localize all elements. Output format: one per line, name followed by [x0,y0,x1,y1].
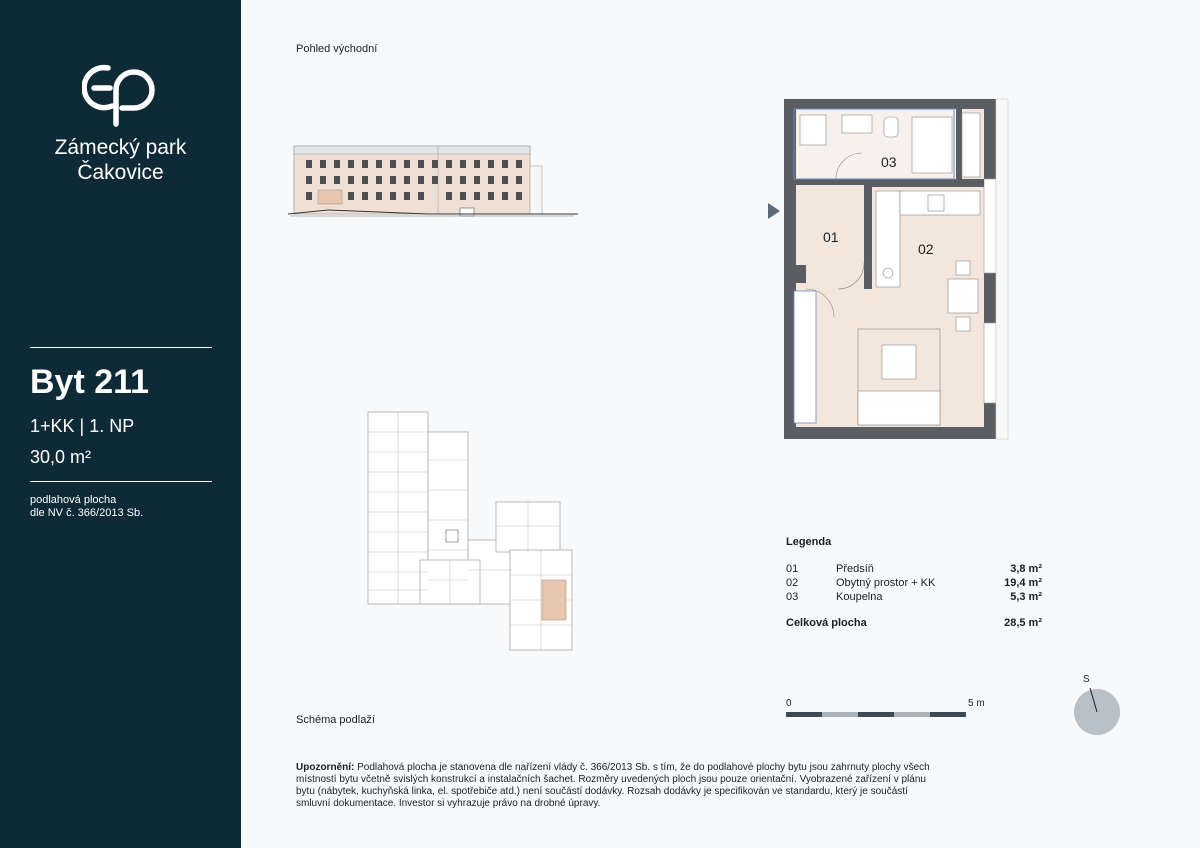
sidebar [0,0,241,848]
legend-row [786,590,1042,604]
total-area: 28,5 m² [1004,617,1042,629]
legend-num: 03 [786,591,799,603]
legend-area: 3,8 m² [1010,563,1042,575]
notice-text: Podlahová plocha je stanovena dle nařízení vlády č. 366/2013 Sb. s tím, že do podlahové plochy bytu jsou zahrnuty plochy všech místností bytu včetně svislých konstrukcí a instalačních šachet. Rozměry uvedených ploch jsou pouze orientační. Vyobrazené zařízení v plánu bytu (nábytek, kuchyňská linka, el. spotřebiče atd.) není součástí dodávky. Rozsah dodávky je specifikován ve standardu, který je součástí smluvní dokumentace. Investor si vyhrazuje právo na drobné úpravy. [296,762,930,809]
entrance-arrow-icon [768,203,780,219]
area-note-line-1: podlahová plocha [30,494,117,506]
elevation-drawing [288,140,578,230]
schema-label: Schéma podlaží [296,714,375,726]
brand-name [0,135,241,185]
room-label-03: 03 [881,154,897,170]
legend-title: Legenda [786,536,832,548]
legend-name: Koupelna [836,591,883,603]
legend-num: 01 [786,563,799,575]
floor-schema [360,410,590,660]
apartment-floor-plan [760,95,1010,447]
scale-start-label: 0 [786,698,792,709]
legend-row [786,576,1042,590]
legend-name: Obytný prostor + KK [836,577,936,589]
brand-line-2: Čakovice [77,161,164,184]
compass-icon [1072,672,1122,740]
legend-num: 02 [786,577,799,589]
legend-area: 5,3 m² [1010,591,1042,603]
notice [296,762,936,810]
divider [30,481,212,482]
room-label-02: 02 [918,241,934,257]
room-label-01: 01 [823,229,839,245]
apartment-area: 30,0 m² [30,447,92,467]
brand-line-1: Zámecký park [54,136,187,159]
total-label: Celková plocha [786,617,867,629]
logo-icon [82,62,160,128]
legend-row [786,562,1042,576]
elevation-label: Pohled východní [296,43,378,55]
scale-bar [786,696,986,722]
compass-letter: S [1083,674,1090,685]
divider [30,347,212,348]
scale-end-label: 5 m [968,698,985,709]
notice-title: Upozornění: [296,762,355,773]
area-note [30,494,143,520]
legend [786,536,1042,629]
apartment-title: Byt 211 [30,363,150,401]
legend-total [786,617,1042,629]
legend-area: 19,4 m² [1004,577,1042,589]
legend-name: Předsíň [836,563,874,575]
apartment-type: 1+KK | 1. NP [30,416,135,436]
area-note-line-2: dle NV č. 366/2013 Sb. [30,507,144,519]
